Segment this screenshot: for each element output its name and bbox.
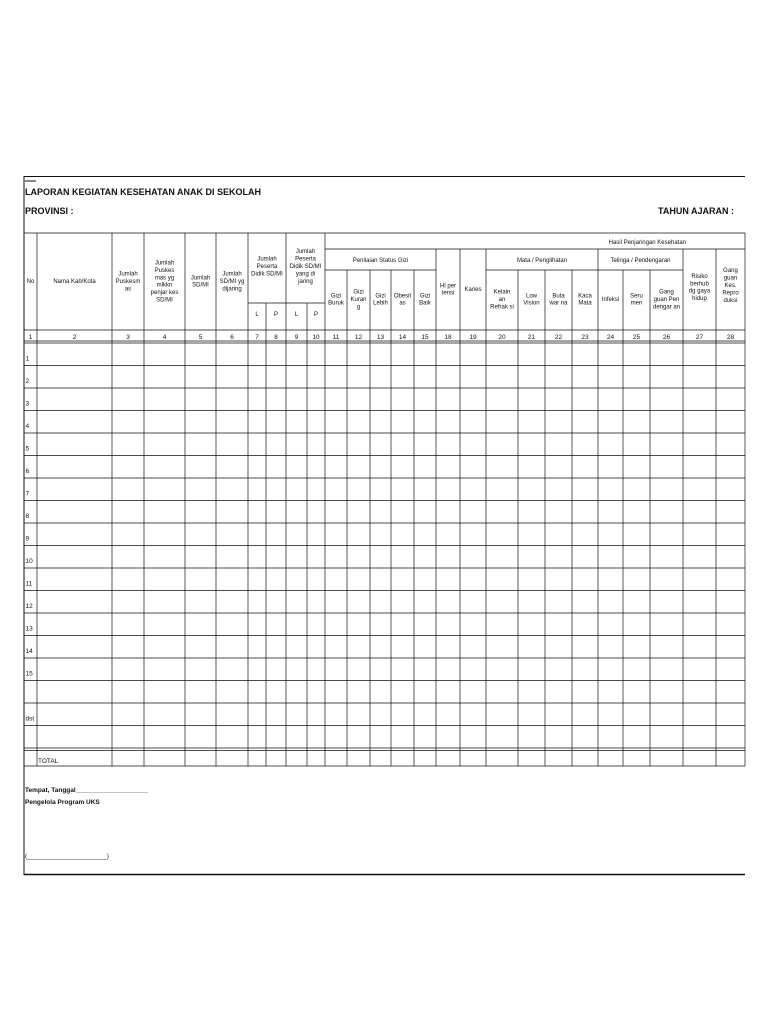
column-number: 25 [632, 334, 641, 341]
row-number: 11 [25, 580, 33, 588]
col-reproduksi-header: Kes. [724, 283, 737, 289]
row-number: 2 [25, 378, 30, 385]
col-nama-header: Nama Kab/Kota [53, 279, 96, 285]
column-number: 2 [72, 334, 77, 341]
column-number: 26 [662, 334, 671, 341]
col-peserta-header: Jumlah [257, 256, 277, 263]
program-manager-label: Pengelola Program UKS [25, 799, 100, 806]
col-risiko-header: dg gaya [688, 288, 711, 295]
column-number: 12 [354, 334, 363, 341]
col-telinga-header: dengar an [652, 304, 681, 311]
col-telinga-header: men [630, 300, 643, 307]
col-peserta-jaring-header: Didik SD/MI [289, 264, 322, 270]
col-mata-header: an [498, 297, 506, 303]
col-puskesmas-penjar-header: Puskes [154, 267, 175, 274]
col-gizi-header: Buruk [328, 300, 344, 307]
col-puskesmas-header: Puskesm [115, 279, 141, 285]
column-number: 15 [421, 334, 429, 341]
col-sex-l: L [294, 312, 299, 318]
col-mata-header: Buta [552, 293, 565, 300]
col-mata-header: Refrak si [490, 304, 514, 311]
col-peserta-jaring-header: jaring [298, 278, 313, 285]
col-peserta-header: Didik SD/MI [251, 271, 283, 278]
col-puskesmas-penjar-header: mas yg [154, 275, 175, 282]
col-risiko-header: Risiko [691, 273, 708, 280]
column-number: 9 [294, 334, 299, 341]
column-number: 10 [312, 334, 320, 341]
col-peserta-header: Peserta [256, 264, 278, 270]
col-gizi-header: Kuran [350, 297, 367, 303]
col-hipertensi-header: Hi per [439, 283, 457, 290]
column-number: 3 [126, 334, 130, 341]
col-gizi-header: Obesit [393, 293, 412, 300]
col-sex-p: P [313, 312, 319, 318]
col-telinga-header: Infeksi [601, 297, 620, 303]
column-number: 28 [726, 334, 735, 341]
col-puskesmas-header: as [124, 286, 132, 293]
column-number: 7 [255, 334, 259, 341]
row-number: 12 [25, 603, 33, 610]
row-number: 6 [25, 468, 30, 475]
col-gizi-header: g [356, 304, 361, 311]
row-number: 4 [25, 423, 30, 430]
column-number: 19 [469, 334, 477, 341]
col-telinga-header: Seru [630, 293, 643, 300]
col-gizi-header: Gizi [353, 289, 364, 296]
col-sdmi-header: SD/MI [192, 282, 209, 289]
col-sdmi-dijaring-header: Jumlah [222, 271, 242, 278]
col-mata-header: Low [525, 293, 538, 300]
column-number: 21 [527, 334, 536, 341]
col-puskesmas-penjar-header: SD/MI [156, 297, 173, 304]
row-number: dst [25, 715, 35, 723]
col-reproduksi-header: Gang [723, 268, 738, 275]
row-number: 9 [25, 535, 30, 543]
col-telinga-header: guan Pen [653, 297, 680, 303]
col-sex-p: P [273, 312, 279, 318]
column-number: 8 [274, 334, 278, 341]
column-number: 14 [398, 334, 407, 341]
col-gizi-header: Gizi [419, 293, 431, 300]
row-number: 13 [25, 625, 33, 633]
gizi-group-header: Penilaian Status Gizi [352, 258, 409, 264]
col-telinga-header: Gang [659, 289, 674, 296]
col-puskesmas-penjar-header: mlkkn [156, 282, 173, 289]
column-number: 22 [554, 334, 563, 341]
row-number: 15 [25, 670, 33, 678]
col-mata-header: Mata [578, 300, 592, 307]
col-mata-header: Kelain [493, 289, 511, 296]
telinga-group-header: Telinga / Pendengaran [610, 258, 671, 264]
col-puskesmas-header: Jumlah [118, 271, 138, 278]
row-number: 3 [25, 400, 30, 408]
signature-line: (______________________) [25, 853, 109, 860]
col-gizi-header: as [399, 300, 406, 307]
column-number: 6 [230, 334, 234, 341]
col-sdmi-header: Jumlah [190, 275, 211, 282]
column-number: 13 [376, 334, 385, 341]
document-title: LAPORAN KEGIATAN KESEHATAN ANAK DI SEKOLAH [25, 187, 261, 197]
total-label: TOTAL [38, 758, 59, 765]
row-number: 1 [25, 355, 30, 363]
column-number: 18 [444, 334, 452, 341]
col-puskesmas-penjar-header: Jumlah [154, 260, 175, 267]
place-date-line: Tempat, Tanggal____________________ [25, 787, 148, 794]
row-number: 14 [25, 648, 33, 655]
col-mata-header: Kaca [578, 293, 592, 300]
report-table-grid [24, 233, 745, 766]
column-number: 24 [606, 334, 615, 341]
provinsi-label: PROVINSI : [25, 206, 74, 216]
col-no-header: No [26, 279, 35, 285]
col-gizi-header: Gizi [330, 293, 342, 300]
col-reproduksi-header: Repro [722, 290, 739, 297]
col-mata-header: war na [549, 300, 568, 307]
row-number: 7 [25, 490, 30, 498]
col-sex-l: L [255, 312, 259, 318]
row-number: 10 [25, 558, 33, 565]
col-peserta-jaring-header: Jumlah [295, 249, 316, 256]
report-table-labels [26, 240, 740, 765]
col-sdmi-dijaring-header: SD/MI yg [219, 279, 245, 285]
group-header-hasil: Hasil Penjaringan Kesehatan [608, 240, 686, 246]
column-number: 11 [332, 334, 340, 341]
col-puskesmas-penjar-header: penjar kes [150, 290, 179, 297]
tahun-ajaran-label: TAHUN AJARAN : [658, 206, 734, 216]
column-number: 1 [28, 334, 33, 341]
col-karies-header: Karies [464, 287, 482, 293]
col-peserta-jaring-header: yang di [295, 271, 316, 278]
col-gizi-header: Baik [419, 300, 431, 307]
row-number: 5 [25, 445, 30, 453]
column-number: 27 [695, 334, 704, 341]
col-reproduksi-header: duksi [723, 297, 738, 304]
column-number: 20 [498, 334, 506, 341]
col-peserta-jaring-header: Peserta [295, 256, 316, 263]
col-reproduksi-header: guan [723, 275, 738, 282]
col-gizi-header: Gizi [375, 293, 386, 300]
row-number: 8 [25, 513, 30, 520]
col-hipertensi-header: tensi [441, 290, 455, 297]
mata-group-header: Mata / Penglihatan [516, 258, 568, 264]
column-number: 23 [581, 334, 589, 341]
col-mata-header: Vision [523, 300, 540, 307]
col-sdmi-dijaring-header: dijaring [222, 286, 242, 293]
col-risiko-header: hidup [692, 296, 707, 303]
column-number: 5 [198, 334, 203, 341]
col-gizi-header: Lebih [373, 300, 388, 307]
column-number: 4 [162, 334, 167, 341]
col-risiko-header: berhub [690, 281, 709, 288]
